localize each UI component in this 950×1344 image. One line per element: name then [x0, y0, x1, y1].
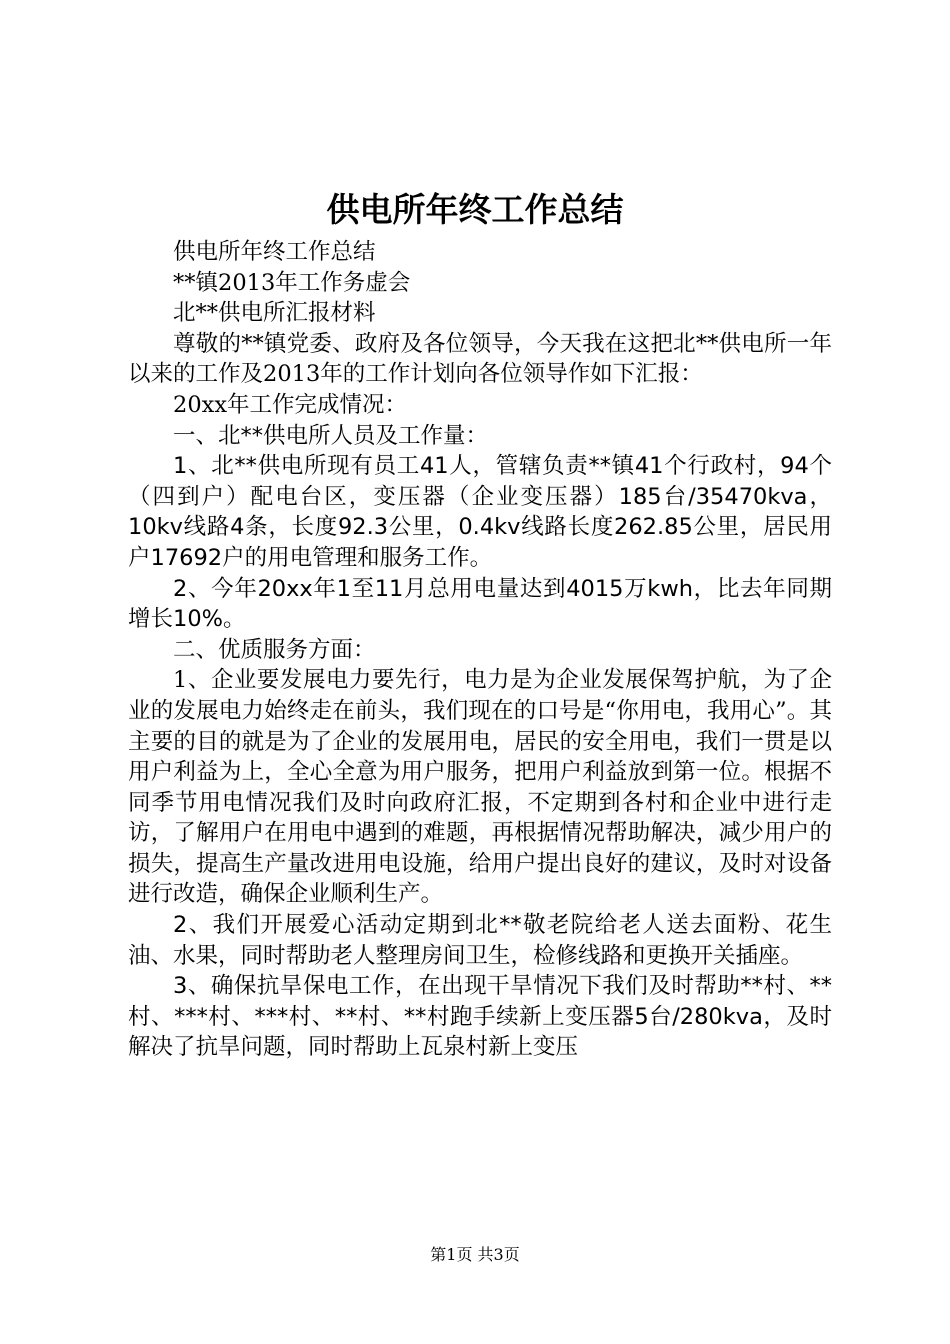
paragraph: **镇2013年工作务虚会 — [173, 269, 411, 296]
paragraph: 供电所年终工作总结 — [173, 239, 376, 265]
document-title: 供电所年终工作总结 — [326, 190, 624, 229]
paragraph: 北**供电所汇报材料 — [173, 300, 376, 327]
paragraph: 3、确保抗旱保电工作，在出现干旱情况下我们及时帮助**村、**村、***村、***村、**村、**村跑手续新上变压器5台/280kva，及时解决了抗旱问题，同时帮助上瓦泉村新上变压 — [128, 973, 832, 1061]
paragraph: 2、我们开展爱心活动定期到北**敬老院给老人送去面粉、花生油、水果，同时帮助老人整理房间卫生，检修线路和更换开关插座。 — [128, 912, 832, 969]
paragraph: 20xx年工作完成情况： — [173, 391, 408, 418]
page-number: 第1页 共3页 — [430, 1245, 520, 1264]
section-heading: 一、北**供电所人员及工作量： — [173, 422, 489, 449]
paragraph: 1、企业要发展电力要先行，电力是为企业发展保驾护航，为了企业的发展电力始终走在前头，我们现在的口号是“你用电，我用心”。其主要的目的就是为了企业的发展用电，居民的安全用电，我们一贯是以用户利益为上，全心全意为用户服务，把用户利益放到第一位。根据不同季节用电情况我们及时向政府汇报，不定期到各村和企业中进行走访，了解用户在用电中遇到的难题，再根据情况帮助解决，减少用户的损失，提高生产量改进用电设施，给用户提出良好的建议，及时对设备进行改造，确保企业顺利生产。 — [128, 667, 832, 908]
section-heading: 二、优质服务方面： — [173, 636, 376, 663]
paragraph: 1、北**供电所现有员工41人，管辖负责**镇41个行政村，94个（四到户）配电台区，变压器（企业变压器）185台/35470kva，10kv线路4条，长度92.3公里，0.4kv线路长度262.85公里，居民用户17692户的用电管理和服务工作。 — [128, 453, 832, 571]
paragraph: 尊敬的**镇党委、政府及各位领导，今天我在这把北**供电所一年以来的工作及2013年的工作计划向各位领导作如下汇报： — [128, 330, 832, 388]
document-body — [128, 237, 832, 1063]
paragraph: 2、今年20xx年1至11月总用电量达到4015万kwh，比去年同期增长10%。 — [128, 575, 832, 633]
